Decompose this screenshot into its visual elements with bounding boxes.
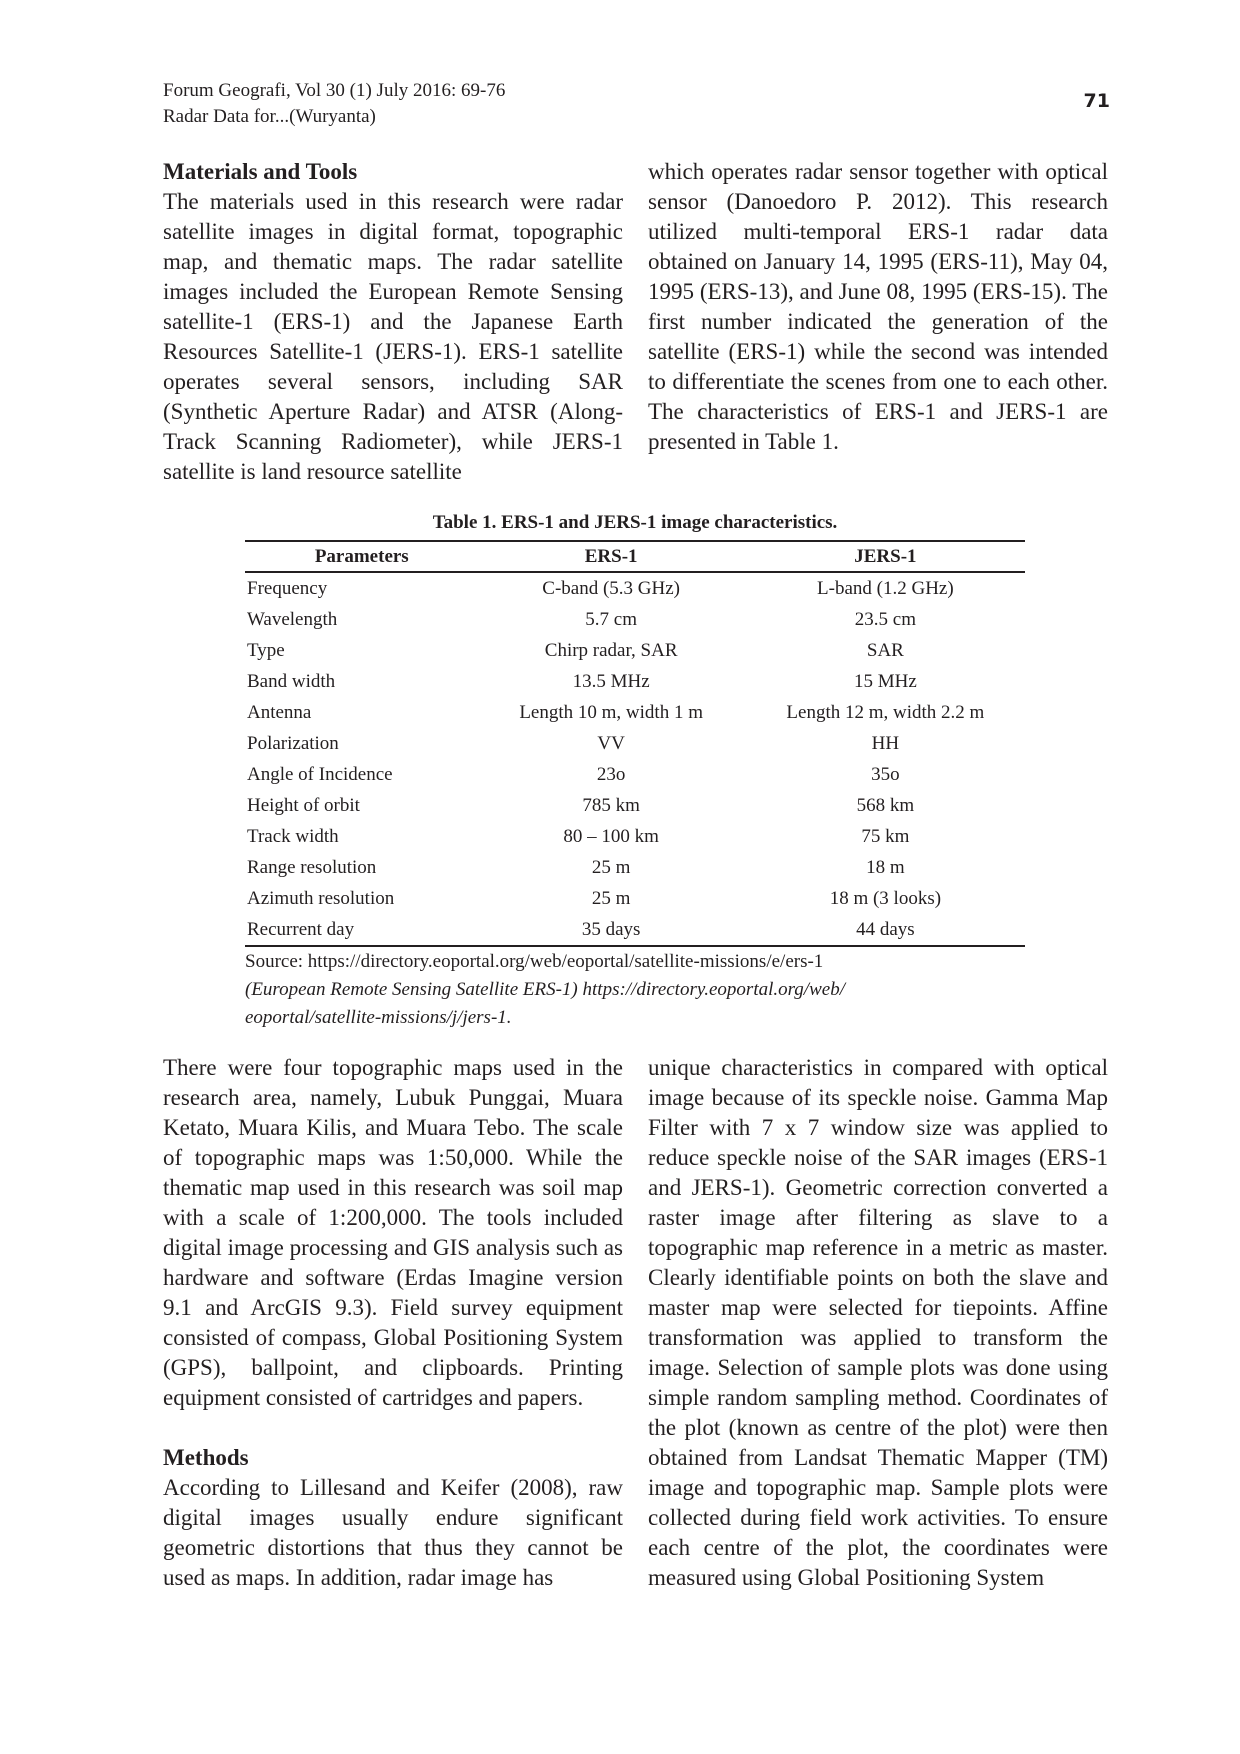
parameter-cell: Frequency <box>247 577 328 599</box>
table-row <box>245 604 1025 635</box>
ers1-cell: 23o <box>596 763 626 785</box>
jers1-cell: 75 km <box>861 825 910 847</box>
materials-column-right <box>648 157 1108 457</box>
table-header-cell: JERS-1 <box>746 541 1025 572</box>
table-row <box>245 883 1025 914</box>
tools-paragraph: There were four topographic maps used in the research area, namely, Lubuk Punggai, Muara Ketato, Muara Kilis, and Muara Tebo. The scale of topographic maps was 1:50,000. While the thematic map used in this research was soil map with a scale of 1:200,000. The tools included digital image processing and GIS analysis such as hardware and software (Erdas Imagine version 9.1 and ArcGIS 9.3). Field survey equipment consisted of compass, Global Positioning System (GPS), ballpoint, and clipboards. Printing equipment consisted of cartridges and papers. <box>163 1055 623 1410</box>
table-source <box>245 948 1045 1032</box>
materials-paragraph-right: which operates radar sensor together with optical sensor (Danoedoro P. 2012). This research utilized multi-temporal ERS-1 radar data obtained on January 14, 1995 (ERS-11), May 04, 1995 (ERS-13), and June 08, 1995 (ERS-15). The first number indicated the generation of the satellite (ERS-1) while the second was intended to differentiate the scenes from one to each other. The characteristics of ERS-1 and JERS-1 are presented in Table 1. <box>648 159 1108 454</box>
table-row <box>245 666 1025 697</box>
processing-paragraph: unique characteristics in compared with optical image because of its speckle noise. Gamma Map Filter with 7 x 7 window size was applied to reduce speckle noise of the SAR images (ERS-1 and JERS-1). Geometric correction converted a raster image after filtering as slave to a topographic map reference in a metric as master. Clearly identifiable points on both the slave and master map were selected for tiepoints. Affine transformation was applied to transform the image. Selection of sample plots was done using simple random sampling method. Coordinates of the plot (known as centre of the plot) were then obtained from Landsat Thematic Mapper (TM) image and topographic map. Sample plots were collected during field work activities. To ensure each centre of the plot, the coordinates were measured using Global Positioning System <box>648 1055 1108 1590</box>
jers1-cell: 44 days <box>856 918 915 940</box>
parameter-cell: Polarization <box>247 732 339 754</box>
table-row <box>245 759 1025 790</box>
table-row <box>245 852 1025 883</box>
table-row <box>245 697 1025 728</box>
parameter-cell: Height of orbit <box>247 794 360 816</box>
jers1-cell: 15 MHz <box>853 670 917 692</box>
journal-citation: Forum Geografi, Vol 30 (1) July 2016: 69-76 <box>163 80 506 101</box>
ers1-cell: 35 days <box>581 918 641 940</box>
parameter-cell: Azimuth resolution <box>247 887 395 909</box>
running-header <box>163 78 505 130</box>
parameter-cell: Range resolution <box>247 856 377 878</box>
source-line: (European Remote Sensing Satellite ERS-1) https://directory.eoportal.org/web/ <box>245 979 845 1000</box>
parameter-cell: Wavelength <box>247 608 338 630</box>
ers1-cell: 5.7 cm <box>585 608 637 630</box>
running-title: Radar Data for...(Wuryanta) <box>163 106 376 127</box>
body-column-right <box>648 1053 1108 1593</box>
materials-column-left <box>163 157 623 487</box>
methods-heading: Methods <box>163 1445 249 1470</box>
table-row <box>245 635 1025 666</box>
methods-paragraph: According to Lillesand and Keifer (2008), raw digital images usually endure significant geometric distortions that thus they cannot be used as maps. In addition, radar image has <box>163 1475 623 1590</box>
ers1-cell: Length 10 m, width 1 m <box>519 701 703 723</box>
ers1-cell: 13.5 MHz <box>572 670 650 692</box>
jers1-cell: 568 km <box>856 794 915 816</box>
parameter-cell: Antenna <box>247 701 312 723</box>
parameter-cell: Type <box>247 639 285 661</box>
parameter-cell: Recurrent day <box>247 918 355 940</box>
jers1-cell: 18 m <box>866 856 905 878</box>
materials-heading: Materials and Tools <box>163 159 358 184</box>
characteristics-table <box>245 540 1025 947</box>
table-row <box>245 790 1025 821</box>
table-header-cell: ERS-1 <box>477 541 746 572</box>
source-line: eoportal/satellite-missions/j/jers-1. <box>245 1007 512 1028</box>
table-row <box>245 821 1025 852</box>
page-number: 71 <box>1083 90 1110 112</box>
parameter-cell: Angle of Incidence <box>247 763 393 785</box>
ers1-cell: C-band (5.3 GHz) <box>542 577 680 599</box>
materials-paragraph-left: The materials used in this research were radar satellite images in digital format, topographic map, and thematic maps. The radar satellite images included the European Remote Sensing satellite-1 (ERS-1) and the Japanese Earth Resources Satellite-1 (JERS-1). ERS-1 satellite operates several sensors, including SAR (Synthetic Aperture Radar) and ATSR (Along-Track Scanning Radiometer), while JERS-1 satellite is land resource satellite <box>163 189 623 484</box>
table-header-cell: Parameters <box>245 541 477 572</box>
jers1-cell: L-band (1.2 GHz) <box>817 577 954 599</box>
jers1-cell: 23.5 cm <box>854 608 916 630</box>
ers1-cell: VV <box>597 732 625 754</box>
parameter-cell: Track width <box>247 825 339 847</box>
ers1-cell: 80 – 100 km <box>563 825 659 847</box>
ers1-cell: 25 m <box>591 887 631 909</box>
jers1-cell: 18 m (3 looks) <box>829 887 942 909</box>
table-header-row <box>245 541 1025 572</box>
table-body <box>245 572 1025 946</box>
table-row <box>245 728 1025 759</box>
ers1-cell: 25 m <box>591 856 631 878</box>
source-line: Source: https://directory.eoportal.org/web/eoportal/satellite-missions/e/ers-1 <box>245 951 824 972</box>
table-caption: Table 1. ERS-1 and JERS-1 image characteristics. <box>432 512 838 533</box>
parameter-cell: Band width <box>247 670 336 692</box>
ers1-cell: 785 km <box>582 794 640 816</box>
jers1-cell: 35o <box>871 763 900 785</box>
table-row <box>245 914 1025 946</box>
jers1-cell: SAR <box>866 639 904 661</box>
ers1-cell: Chirp radar, SAR <box>544 639 678 661</box>
table-row <box>245 572 1025 604</box>
body-column-left <box>163 1053 623 1593</box>
jers1-cell: HH <box>871 732 900 754</box>
jers1-cell: Length 12 m, width 2.2 m <box>786 701 985 723</box>
